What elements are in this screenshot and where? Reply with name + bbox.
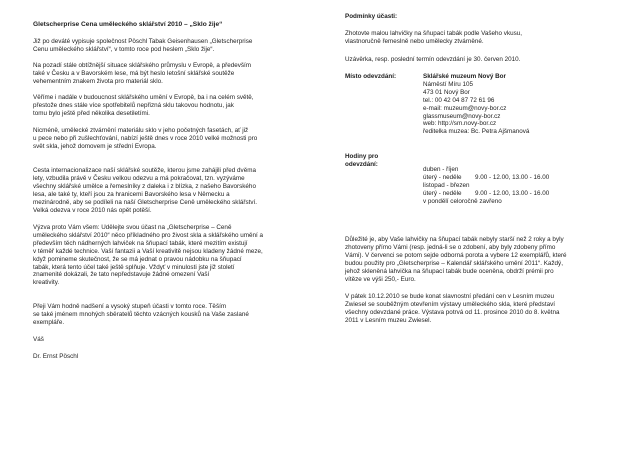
deadline-text: Uzávěrka, resp. poslední termín odevzdání je 30. červen 2010. bbox=[345, 56, 521, 63]
hours-schedule bbox=[423, 166, 603, 206]
schedule-times: 9.00 - 12.00, 13.00 - 16.00 bbox=[475, 174, 550, 181]
director-line: ředitelka muzea: Bc. Petra Ajšmanová bbox=[423, 128, 530, 136]
conditions-text bbox=[345, 30, 607, 46]
schedule-line bbox=[423, 198, 603, 206]
right-paragraph-1 bbox=[345, 236, 607, 283]
text-line: všechny sklářské umělce a řemeslníky z daleka i z blízka, z našeho Bavorského bbox=[33, 182, 256, 190]
schedule-times: 9.00 - 12.00, 13.00 - 16.00 bbox=[475, 190, 550, 197]
text-line: Přeji Vám hodně nadšení a vysoký stupeň účasti v tomto roce. Těším bbox=[33, 303, 227, 310]
hours-label-line: Hodiny pro bbox=[345, 153, 379, 160]
text-line: především těch nádherných lahviček na šňupací tabák, které mezitím existují bbox=[33, 239, 248, 247]
text-line: Vámi). V červenci se potom sejde odborná porota a vybere 12 exemplářů, které bbox=[345, 251, 567, 259]
left-paragraph-5 bbox=[33, 167, 305, 214]
text-line: také v Česku a v Bavorském lese, má být heslo letošní sklářské soutěže bbox=[33, 69, 235, 77]
text-line: tabák, která tento účel také ještě splňuje. Vždyť v minulosti jste již století bbox=[33, 263, 235, 271]
left-paragraph-2 bbox=[33, 62, 305, 86]
text-line: Cenu uměleckého sklářství“, v tomto roce pod heslem „Sklo žije“. bbox=[33, 45, 215, 53]
text-line: u pece nebo při zušlechťování, nabízí ještě dnes v roce 2010 velké možnosti pro bbox=[33, 134, 258, 142]
address-line: Náměstí Míru 105 bbox=[423, 80, 474, 88]
text-line: Věříme i nadále v budoucnost sklářského umění v Evropě, ba i na celém světě, bbox=[33, 94, 254, 101]
phone-line: tel.: 00 42 04 87 72 61 96 bbox=[423, 96, 495, 104]
hours-label bbox=[345, 153, 405, 169]
text-line: v téměř každé technice. Vaší fantazii a Vaší kreativitě nejsou kladeny žádné meze, bbox=[33, 247, 263, 255]
text-line: Cesta internacionalizace naší sklářské soutěže, kterou jsme zahájili před dvěma bbox=[33, 167, 256, 174]
left-paragraph-7 bbox=[33, 303, 305, 327]
text-line: když pomineme skutečnost, že se má jednat o pravou nádobku na šňupací bbox=[33, 255, 242, 263]
text-line: Již po deváté vypisuje společnost Pöschl Tabak Geisenhausen „Gletscherprise bbox=[33, 38, 253, 45]
address-line: 473 01 Nový Bor bbox=[423, 88, 470, 96]
schedule-period: listopad - březen bbox=[423, 182, 470, 189]
text-line: Dr. Ernst Pöschl bbox=[33, 353, 79, 360]
text-line: lesa, ale také ty, kteří jsou za hranicemi Bavorského lesa v Německu a bbox=[33, 190, 230, 198]
schedule-line bbox=[423, 182, 603, 190]
left-paragraph-1 bbox=[33, 38, 305, 54]
schedule-line bbox=[423, 174, 603, 182]
text-line: Váš bbox=[33, 336, 44, 343]
closing-greeting bbox=[33, 336, 305, 344]
text-line: znamenité dokázali, že tato nepředstavuje žádné omezení Vaší bbox=[33, 271, 210, 279]
place-address bbox=[423, 73, 603, 136]
schedule-days: úterý - neděle bbox=[423, 190, 462, 197]
text-line: lety, vzbudila právě v Česku velkou odezvu a má pokračovat, tzn. vyzýváme bbox=[33, 174, 245, 182]
right-paragraph-2 bbox=[345, 293, 607, 325]
text-line: vlastnoručně řemeslně nebo umělecky ztvárněné. bbox=[345, 37, 484, 45]
text-line: všechny odevzdané práce. Výstava potrvá od 11. prosince 2010 do 8. května bbox=[345, 308, 560, 316]
conditions-heading: Podmínky účasti: bbox=[345, 13, 398, 20]
text-line: kreativity. bbox=[33, 279, 60, 287]
text-line: Výzva proto Vám všem: Udělejte svou účast na „Gletscherprise – Ceně bbox=[33, 224, 232, 231]
text-line: přestože dnes stále více spotřebitelů nepřizná sklu takovou hodnotu, jak bbox=[33, 101, 234, 109]
schedule-closed: v pondělí celoročně zavřeno bbox=[423, 198, 502, 205]
schedule-line bbox=[423, 190, 603, 198]
text-line: vítěze ve výši 250,- Euro. bbox=[345, 275, 416, 283]
text-line: svět skla, jehož domovem je střední Evropa. bbox=[33, 142, 157, 150]
text-line: Zhotovte malou lahvičky na šňupací tabák podle Vašeho vkusu, bbox=[345, 30, 523, 37]
email-line: glassmuseum@novy-bor.cz bbox=[423, 112, 501, 120]
left-paragraph-6 bbox=[33, 224, 305, 287]
text-line: tomu bylo ještě před několika desetiletími. bbox=[33, 109, 150, 117]
text-line: jehož skleněná lahvička na šňupací tabák bude oceněna, obdrží prémii pro bbox=[345, 267, 554, 275]
text-line: Nicméně, umělecké ztvárnění materiálu sklo v jeho početných fasetách, ať již bbox=[33, 127, 249, 134]
left-paragraph-3 bbox=[33, 94, 305, 118]
text-line: zhotoveny přímo Vámi (resp. jedná-li se o zdobení, aby byly zdobeny přímo bbox=[345, 243, 556, 251]
text-line: vehementním znakem života pro materiál sklo. bbox=[33, 77, 163, 85]
schedule-line bbox=[423, 166, 603, 174]
schedule-days: úterý - neděle bbox=[423, 174, 462, 181]
schedule-period: duben - říjen bbox=[423, 166, 459, 173]
text-line: Velká odezva v roce 2010 nás opět potěší. bbox=[33, 206, 152, 214]
left-paragraph-4 bbox=[33, 127, 305, 151]
page-title: Gletscherprise Cena uměleckého sklářství 2010 – „Sklo žije“ bbox=[33, 21, 223, 28]
place-label: Místo odevzdání: bbox=[345, 73, 397, 80]
text-line: Na pozadí stále obtížnější situace sklářského průmyslu v Evropě, a především bbox=[33, 62, 252, 69]
text-line: V pátek 10.12.2010 se bude konat slavnostní předání cen v Lesním muzeu bbox=[345, 293, 554, 300]
web-line: web: http://sm.novy-bor.cz bbox=[423, 120, 497, 128]
text-line: 2011 v Lesním muzeu Zwiesel. bbox=[345, 316, 432, 324]
text-line: exempláře. bbox=[33, 318, 65, 326]
signature-name bbox=[33, 353, 305, 361]
text-line: uměleckého sklářství 2010“ něco příkladného pro živost skla a sklářského umění a bbox=[33, 231, 263, 239]
text-line: budou použity pro „Gletscherprise – Kalendář sklářského umění 2011“. Každý, bbox=[345, 259, 563, 267]
hours-label-line: odevzdání: bbox=[345, 160, 378, 168]
text-line: Důležité je, aby Vaše lahvičky na šňupací tabák nebyly starší než 2 roky a byly bbox=[345, 236, 564, 243]
text-line: se také jménem mnohých sběratelů těchto vzácných kousků na Vaše zaslané bbox=[33, 310, 249, 318]
text-line: mezinárodně, aby se podíleli na naší Gletscherprise Ceně uměleckého sklářství. bbox=[33, 198, 258, 206]
text-line: Zwiesel se souběžným otevřením výstavy uměleckého skla, které představí bbox=[345, 300, 555, 308]
museum-name: Sklářské muzeum Nový Bor bbox=[423, 73, 506, 80]
email-line: e-mail: muzeum@novy-bor.cz bbox=[423, 104, 507, 112]
